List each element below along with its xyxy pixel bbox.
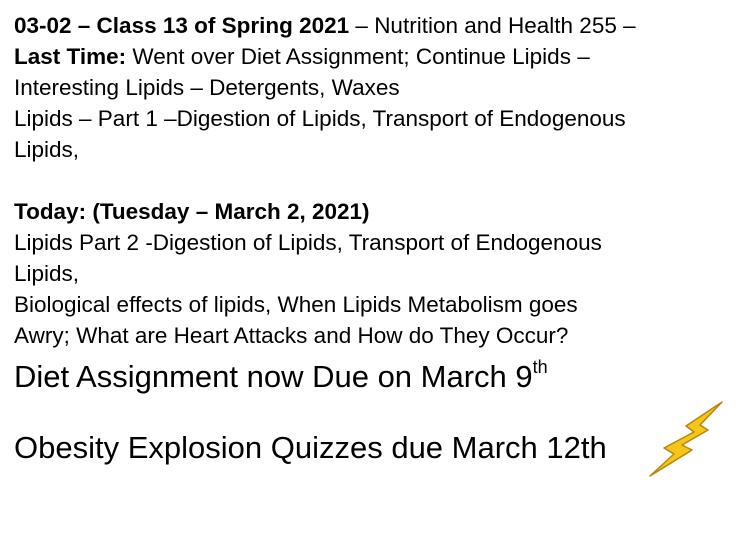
class-code: 03-02 – Class 13 of Spring 2021 <box>14 13 350 38</box>
today-label-line <box>14 196 744 227</box>
lightning-bolt-shape <box>650 402 722 476</box>
last-time-line-3: Lipids – Part 1 –Digestion of Lipids, Transport of Endogenous <box>14 106 626 131</box>
slide-content <box>14 10 744 468</box>
last-time-line-2: Interesting Lipids – Detergents, Waxes <box>14 75 400 100</box>
course-name: – Nutrition and Health 255 – <box>349 13 636 38</box>
today-line-2: Lipids, <box>14 261 80 286</box>
last-time-label: Last Time: <box>14 44 127 69</box>
diet-assignment-notice <box>14 357 744 397</box>
spacer <box>14 165 744 196</box>
last-time-line-4: Lipids, <box>14 137 80 162</box>
header-line <box>14 10 744 41</box>
diet-assignment-text: Diet Assignment now Due on March 9 <box>14 359 533 394</box>
today-line-3: Biological effects of lipids, When Lipids Metabolism goes <box>14 292 578 317</box>
today-line-4: Awry; What are Heart Attacks and How do They Occur? <box>14 323 569 348</box>
lightning-bolt-icon <box>646 400 728 478</box>
last-time-line <box>14 41 744 72</box>
today-line-1: Lipids Part 2 -Digestion of Lipids, Transport of Endogenous <box>14 230 602 255</box>
today-label: Today: (Tuesday – March 2, 2021) <box>14 199 370 224</box>
diet-assignment-sup: th <box>532 357 548 377</box>
last-time-text: Went over Diet Assignment; Continue Lipids – <box>126 44 590 69</box>
quiz-notice: Obesity Explosion Quizzes due March 12th <box>14 430 607 465</box>
spacer-2 <box>14 397 744 428</box>
